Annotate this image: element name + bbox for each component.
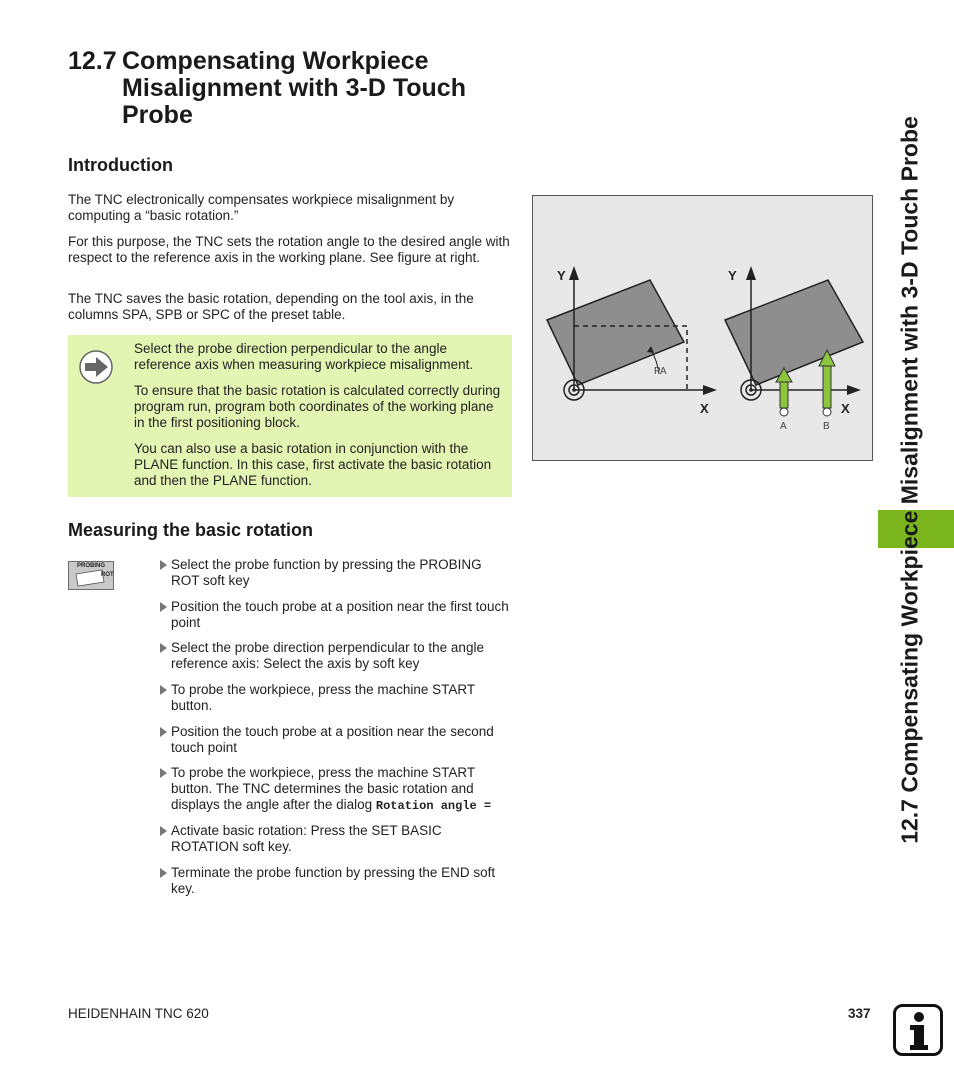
section-title-line1: Compensating Workpiece — [122, 47, 429, 75]
step-8: Terminate the probe function by pressing the END soft key. — [160, 865, 512, 897]
misalignment-figure — [532, 195, 873, 461]
step-bullet-icon — [160, 685, 167, 695]
side-title-container — [880, 40, 940, 920]
step-5: Position the touch probe at a position near the second touch point — [160, 724, 512, 756]
note-paragraph-1: Select the probe direction perpendicular to the angle reference axis when measuring workpiece misalignment. — [134, 341, 474, 372]
step-bullet-icon — [160, 826, 167, 836]
point-b-label: B — [823, 421, 830, 432]
section-title — [68, 48, 528, 129]
step-6-text: To probe the workpiece, press the machine START button. The TNC determines the basic rotation and displays the angle after the dialog — [171, 765, 475, 812]
angle-label: PA — [654, 366, 667, 377]
touch-point-b — [823, 408, 831, 416]
note-paragraph-3: You can also use a basic rotation in conjunction with the PLANE function. In this case, first activate the basic rotation and then the PLANE function. — [134, 441, 492, 488]
step-6 — [160, 765, 512, 814]
intro-paragraph-3: The TNC saves the basic rotation, depending on the tool axis, in the columns SPA, SPB or SPC of the preset table. — [68, 291, 474, 322]
touch-point-a — [780, 408, 788, 416]
right-workpiece — [725, 280, 863, 385]
section-title-line3: Probe — [122, 101, 193, 129]
page-number: 337 — [848, 1006, 871, 1021]
step-3: Select the probe direction perpendicular to the angle reference axis: Select the axis by soft key — [160, 640, 512, 672]
softkey-label-line2: ROT — [101, 572, 114, 578]
dialog-code: Rotation angle = — [375, 799, 492, 813]
step-bullet-icon — [160, 602, 167, 612]
introduction-heading: Introduction — [68, 155, 173, 175]
step-4: To probe the workpiece, press the machine START button. — [160, 682, 512, 714]
step-bullet-icon — [160, 768, 167, 778]
step-7: Activate basic rotation: Press the SET BASIC ROTATION soft key. — [160, 823, 512, 855]
step-1: Select the probe function by pressing the PROBING ROT soft key — [160, 557, 512, 589]
arrow-right-icon — [79, 350, 113, 384]
info-icon[interactable] — [893, 1004, 943, 1056]
left-x-label: X — [700, 401, 709, 416]
step-bullet-icon — [160, 868, 167, 878]
right-x-label: X — [841, 401, 850, 416]
point-a-label: A — [780, 421, 787, 432]
side-title: 12.7 Compensating Workpiece Misalignment with 3-D Touch Probe — [896, 116, 923, 844]
probe-arrow-a — [780, 380, 788, 408]
footer-product: HEIDENHAIN TNC 620 — [68, 1006, 209, 1021]
note-paragraph-2: To ensure that the basic rotation is calculated correctly during program run, program both coordinates of the working plane in the first positioning block. — [134, 383, 501, 430]
step-bullet-icon — [160, 643, 167, 653]
measuring-heading: Measuring the basic rotation — [68, 520, 314, 540]
step-bullet-icon — [160, 560, 167, 570]
figure-drawing — [533, 196, 872, 460]
intro-paragraph-2: For this purpose, the TNC sets the rotation angle to the desired angle with respect to the reference axis in the working plane. See figure at right. — [68, 234, 510, 265]
probing-rot-softkey[interactable] — [68, 561, 114, 590]
right-y-label: Y — [728, 268, 737, 283]
section-number: 12.7 — [68, 47, 117, 75]
left-y-label: Y — [557, 268, 566, 283]
section-title-line2: Misalignment with 3-D Touch — [122, 74, 466, 102]
step-2: Position the touch probe at a position near the first touch point — [160, 599, 512, 631]
softkey-label-line1: PROBING — [77, 563, 106, 569]
probe-arrow-b — [823, 364, 831, 408]
step-bullet-icon — [160, 727, 167, 737]
intro-paragraph-1: The TNC electronically compensates workpiece misalignment by computing a “basic rotation.” — [68, 192, 455, 223]
